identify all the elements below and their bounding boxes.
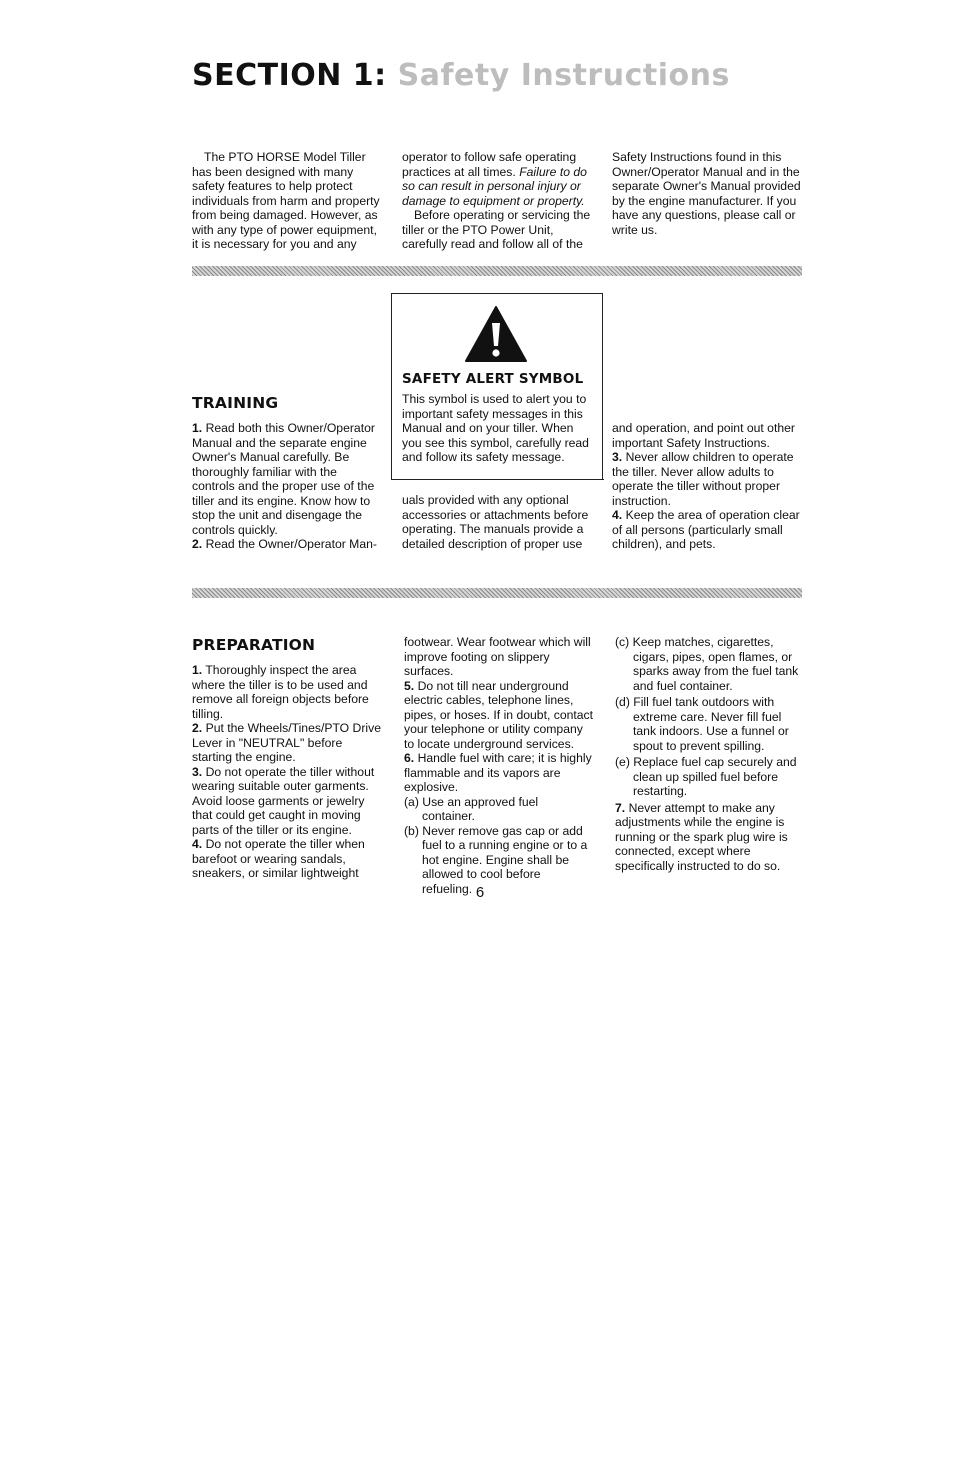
prep-item-5-num: 5. (404, 678, 415, 693)
preparation-col-2 (404, 635, 594, 896)
prep-item-2: Put the Wheels/Tines/PTO Drive Lever in "NEUTRAL" before starting the engine. (192, 721, 381, 764)
prep-item-6b: (b) Never remove gas cap or add fuel to a running engine or to a hot engine. Engine shall be allowed to cool before refueling. (404, 823, 588, 896)
training-item-3-num: 3. (612, 450, 623, 464)
training-item-2a: Read the Owner/Operator Man- (205, 537, 377, 551)
training-col-3 (612, 421, 804, 552)
prep-item-3-num: 3. (192, 764, 203, 779)
intro-col-2 (402, 150, 594, 252)
safety-alert-box-left (391, 293, 392, 479)
divider-bar-1 (192, 266, 802, 276)
section-label: SECTION 1: (192, 58, 387, 93)
training-item-3: Never allow children to operate the tiller. Never allow adults to operate the tiller without proper instruction. (612, 450, 794, 508)
training-col-2 (402, 493, 594, 551)
training-col-1 (192, 421, 382, 552)
prep-item-5: Do not till near underground electric cables, telephone lines, pipes, or hoses. If in doubt, contact your telephone or utility company to locate underground services. (404, 678, 594, 751)
divider-bar-2 (192, 588, 802, 598)
intro-col-1 (192, 150, 382, 252)
prep-item-1: Thoroughly inspect the area where the tiller is to be used and remove all foreign objects before tilling. (192, 663, 369, 721)
prep-item-6-num: 6. (404, 751, 415, 765)
intro-warning: Failure to do so can result in personal injury or damage to equipment or property. (402, 164, 587, 208)
safety-alert-text-block (402, 392, 594, 465)
preparation-heading: PREPARATION (192, 636, 316, 654)
prep-item-7: Never attempt to make any adjustments while the engine is running or the spark plug wire is connected, except where specifically instructed to do so. (615, 800, 788, 873)
prep-item-6c: (c) Keep matches, cigarettes, cigars, pipes, open flames, or sparks away from the fuel tank and fuel container. (615, 635, 799, 693)
training-item-2-num: 2. (192, 537, 203, 551)
preparation-col-3 (615, 635, 801, 873)
prep-item-2-num: 2. (192, 721, 203, 735)
prep-item-4a: Do not operate the tiller when barefoot or wearing sandals, sneakers, or similar lightweight (192, 837, 365, 880)
section-title (192, 58, 730, 93)
intro-text-1: The PTO HORSE Model Tiller has been designed with many safety features to help protect individuals from harm and property from being damaged. However, as with any type of power equipment, it is necessary for you and any (192, 150, 380, 251)
prep-item-6d: (d) Fill fuel tank outdoors with extreme care. Never fill fuel tank indoors. Use a funnel or spout to prevent spilling. (615, 695, 789, 753)
prep-item-7-num: 7. (615, 800, 626, 815)
training-item-1-num: 1. (192, 421, 203, 435)
safety-alert-title: SAFETY ALERT SYMBOL (402, 371, 584, 387)
prep-item-6a: (a) Use an approved fuel container. (404, 794, 539, 823)
preparation-col-1 (192, 663, 384, 881)
training-item-4-num: 4. (612, 508, 623, 522)
safety-alert-box-bottom (391, 479, 604, 480)
intro-text-2a: operator to follow safe operating practices at all times. (402, 150, 577, 179)
warning-triangle-icon (464, 305, 528, 363)
prep-item-4b: footwear. Wear footwear which will improve footing on slippery surfaces. (404, 635, 591, 678)
training-item-4: Keep the area of operation clear of all persons (particularly small children), and pets. (612, 508, 800, 551)
training-heading: TRAINING (192, 394, 279, 412)
prep-item-4-num: 4. (192, 837, 203, 851)
training-item-2b: uals provided with any optional accessories or attachments before operating. The manuals provide a detailed description of proper use (402, 493, 589, 551)
prep-item-6e: (e) Replace fuel cap securely and clean up spilled fuel before restarting. (615, 755, 797, 798)
page-number: 6 (475, 884, 485, 901)
prep-item-6: Handle fuel with care; it is highly flammable and its vapors are explosive. (404, 751, 592, 794)
safety-alert-text: This symbol is used to alert you to important safety messages in this Manual and on your tiller. When you see this symbol, carefully read and follow its safety message. (402, 392, 589, 464)
prep-item-3: Do not operate the tiller without wearing suitable outer garments. Avoid loose garments or jewelry that could get caught in moving parts of the tiller or its engine. (192, 764, 375, 837)
intro-text-3: Safety Instructions found in this Owner/Operator Manual and in the separate Owner's Manual provided by the engine manufacturer. If you have any questions, please call or write us. (612, 150, 801, 237)
intro-col-3 (612, 150, 804, 237)
training-item-2c: and operation, and point out other important Safety Instructions. (612, 421, 795, 450)
intro-text-2b: Before operating or servicing the tiller or the PTO Power Unit, carefully read and follow all of the (402, 208, 591, 251)
prep-item-1-num: 1. (192, 663, 203, 677)
training-item-1: Read both this Owner/Operator Manual and the separate engine Owner's Manual carefully. Be thoroughly familiar with the controls and the proper use of the tiller and its engine. Know how to stop the unit and disengage the controls quickly. (192, 421, 375, 537)
section-name: Safety Instructions (397, 58, 730, 93)
